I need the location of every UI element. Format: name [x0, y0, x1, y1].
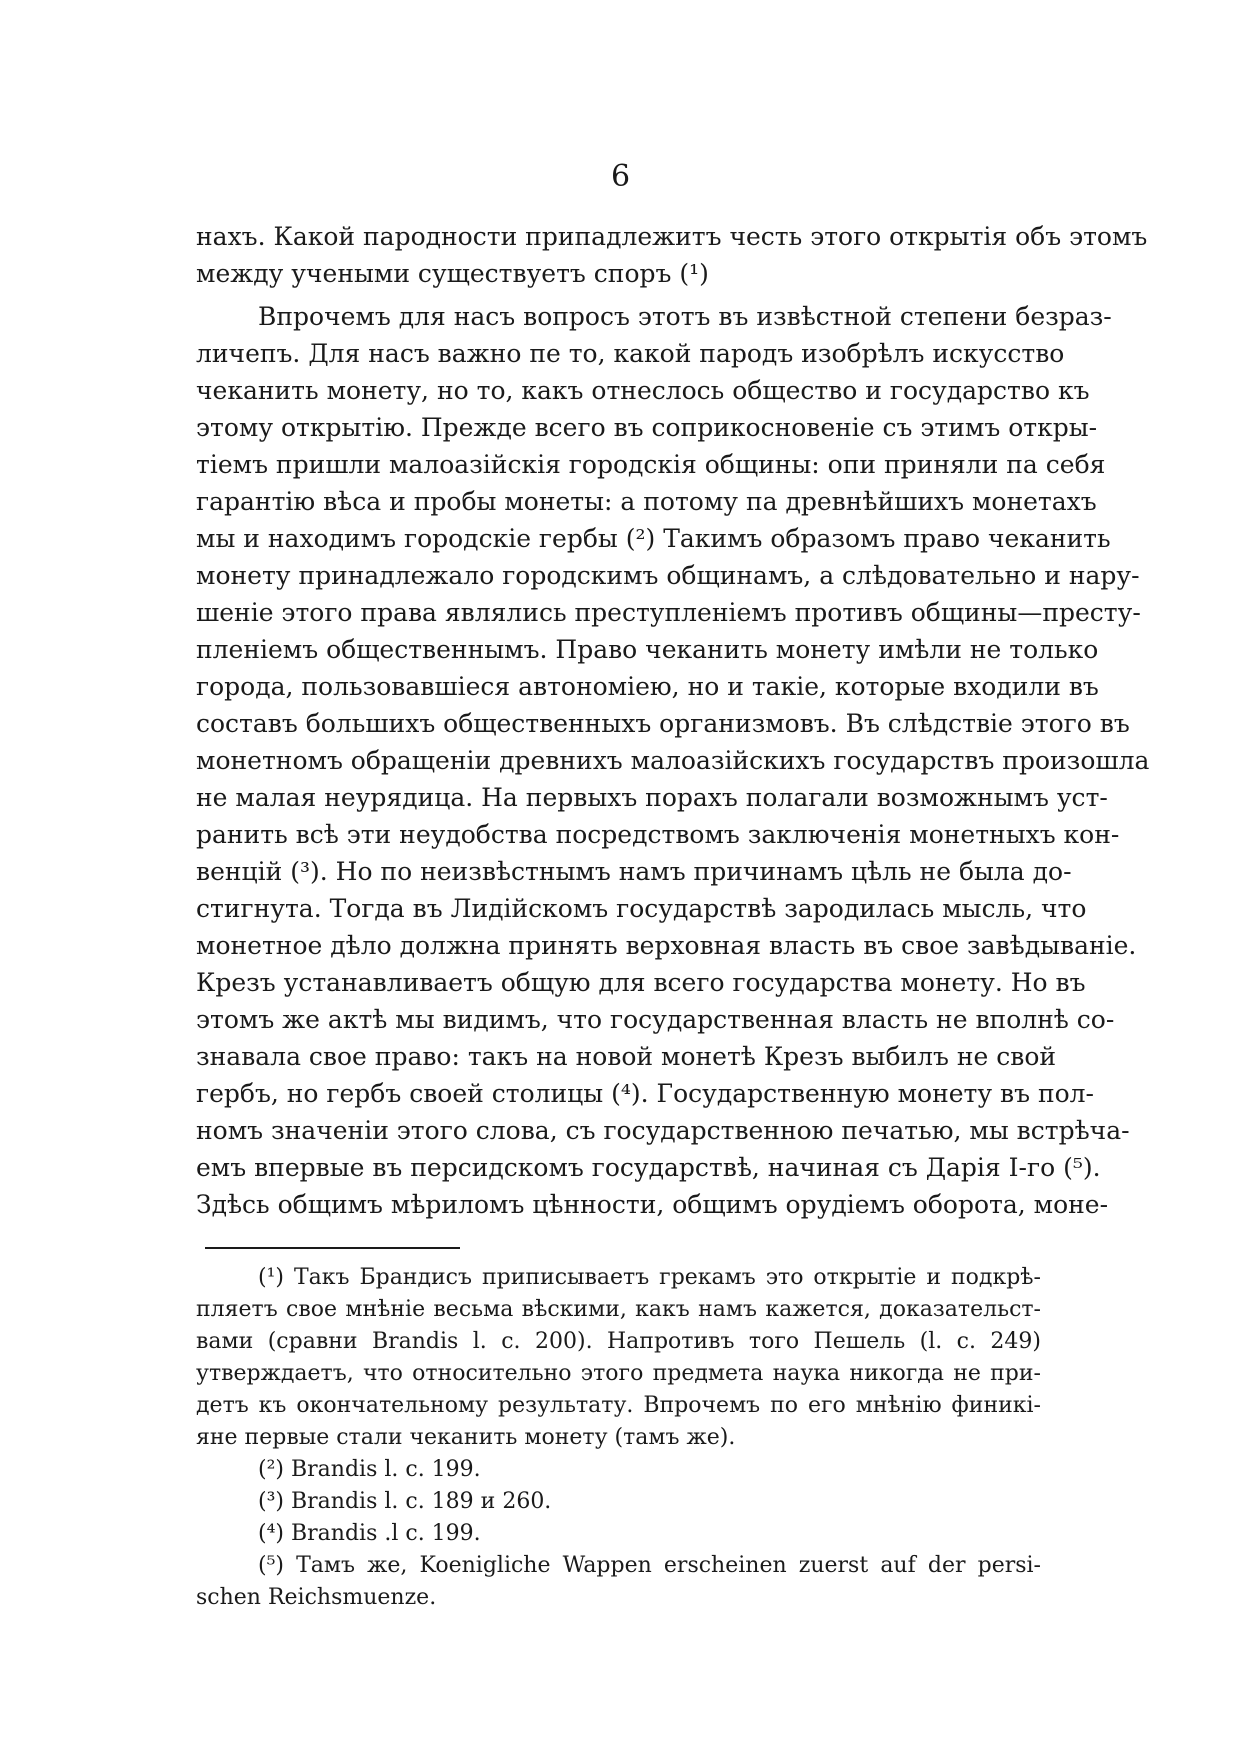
footnote-divider: [205, 1247, 460, 1249]
footnote-5: [196, 1550, 1041, 1614]
footnote-line: детъ къ окончательному результату. Впрочемъ по его мнѣнію финикі-: [196, 1393, 1041, 1418]
text-line: этомъ же актѣ мы видимъ, что государственная власть не вполнѣ со-: [196, 1005, 1115, 1034]
main-text: [196, 218, 1150, 1223]
text-line: стигнута. Тогда въ Лидійскомъ государствѣ зародилась мысль, что: [196, 894, 1087, 923]
text-line: монетномъ обращеніи древнихъ малоазійскихъ государствъ произошла: [196, 746, 1150, 775]
footnote-1: [196, 1262, 1041, 1454]
text-line: составъ большихъ общественныхъ организмовъ. Въ слѣдствіе этого въ: [196, 709, 1130, 738]
text-line: тіемъ пришли малоазійскія городскія общины: опи приняли па себя: [196, 450, 1106, 479]
text-line: монету принадлежало городскимъ общинамъ, а слѣдовательно и нару-: [196, 561, 1140, 590]
paragraph-1: [196, 218, 1148, 292]
footnote-line: вами (сравни Brandis l. c. 200). Напротивъ того Пешель (l. c. 249): [196, 1329, 1041, 1354]
text-line: монетное дѣло должна принять верховная власть въ свое завѣдываніе.: [196, 931, 1137, 960]
text-line: не малая неурядица. На первыхъ порахъ полагали возможнымъ уст-: [196, 783, 1108, 812]
text-line: города, пользовавшіеся автономіею, но и такіе, которые входили въ: [196, 672, 1099, 701]
paragraph-2: [196, 298, 1150, 1223]
text-line: мы и находимъ городскіе гербы (²) Такимъ образомъ право чеканить: [196, 524, 1111, 553]
page-number: 6: [610, 159, 631, 194]
text-line: Крезъ устанавливаетъ общую для всего государства монету. Но въ: [196, 968, 1086, 997]
footnote-line: пляетъ свое мнѣніе весьма вѣскими, какъ намъ кажется, доказательст-: [196, 1297, 1041, 1322]
text-line: гарантію вѣса и пробы монеты: а потому па древнѣйшихъ монетахъ: [196, 487, 1097, 516]
text-line: личепъ. Для насъ важно пе то, какой пародъ изобрѣлъ искусство: [196, 339, 1065, 368]
text-line: нахъ. Какой пародности припадлежитъ честь этого открытія объ этомъ: [196, 222, 1148, 251]
text-line: ранить всѣ эти неудобства посредствомъ заключенія монетныхъ кон-: [196, 820, 1120, 849]
footnote-line: (¹) Такъ Брандисъ приписываетъ грекамъ это открытіе и подкрѣ-: [258, 1265, 1041, 1290]
text-line: венцій (³). Но по неизвѣстнымъ намъ причинамъ цѣль не была до-: [196, 857, 1072, 886]
text-line: чеканить монету, но то, какъ отнеслось общество и государство къ: [196, 376, 1090, 405]
text-line: между учеными существуетъ споръ (¹): [196, 259, 709, 288]
text-line: знавала свое право: такъ на новой монетѣ Крезъ выбилъ не свой: [196, 1042, 1057, 1071]
text-line: Впрочемъ для насъ вопросъ этотъ въ извѣстной степени безраз-: [258, 302, 1112, 331]
footnote-line: (⁵) Тамъ же, Koenigliche Wappen erscheinen zuerst auf der persi-: [258, 1553, 1041, 1578]
text-line: емъ впервые въ персидскомъ государствѣ, начиная съ Дарія I-го (⁵).: [196, 1153, 1101, 1182]
footnote-4: (⁴) Brandis .l c. 199.: [258, 1521, 481, 1546]
text-line: пленіемъ общественнымъ. Право чеканить монету имѣли не только: [196, 635, 1099, 664]
footnote-line: утверждаетъ, что относительно этого предмета наука никогда не при-: [196, 1361, 1041, 1386]
text-line: гербъ, но гербъ своей столицы (⁴). Государственную монету въ пол-: [196, 1079, 1094, 1108]
footnote-line: яне первые стали чеканить монету (тамъ же).: [196, 1425, 736, 1450]
text-line: этому открытію. Прежде всего въ соприкосновеніе съ этимъ откры-: [196, 413, 1098, 442]
footnote-2: (²) Brandis l. c. 199.: [258, 1457, 481, 1482]
footnotes: [196, 1262, 1041, 1614]
text-line: шеніе этого права являлись преступленіемъ противъ общины—престу-: [196, 598, 1141, 627]
text-line: Здѣсь общимъ мѣриломъ цѣнности, общимъ орудіемъ оборота, моне-: [196, 1190, 1109, 1219]
text-line: номъ значеніи этого слова, съ государственною печатью, мы встрѣча-: [196, 1116, 1130, 1145]
footnote-3: (³) Brandis l. c. 189 и 260.: [258, 1489, 552, 1514]
footnote-line: schen Reichsmuenze.: [196, 1585, 437, 1610]
